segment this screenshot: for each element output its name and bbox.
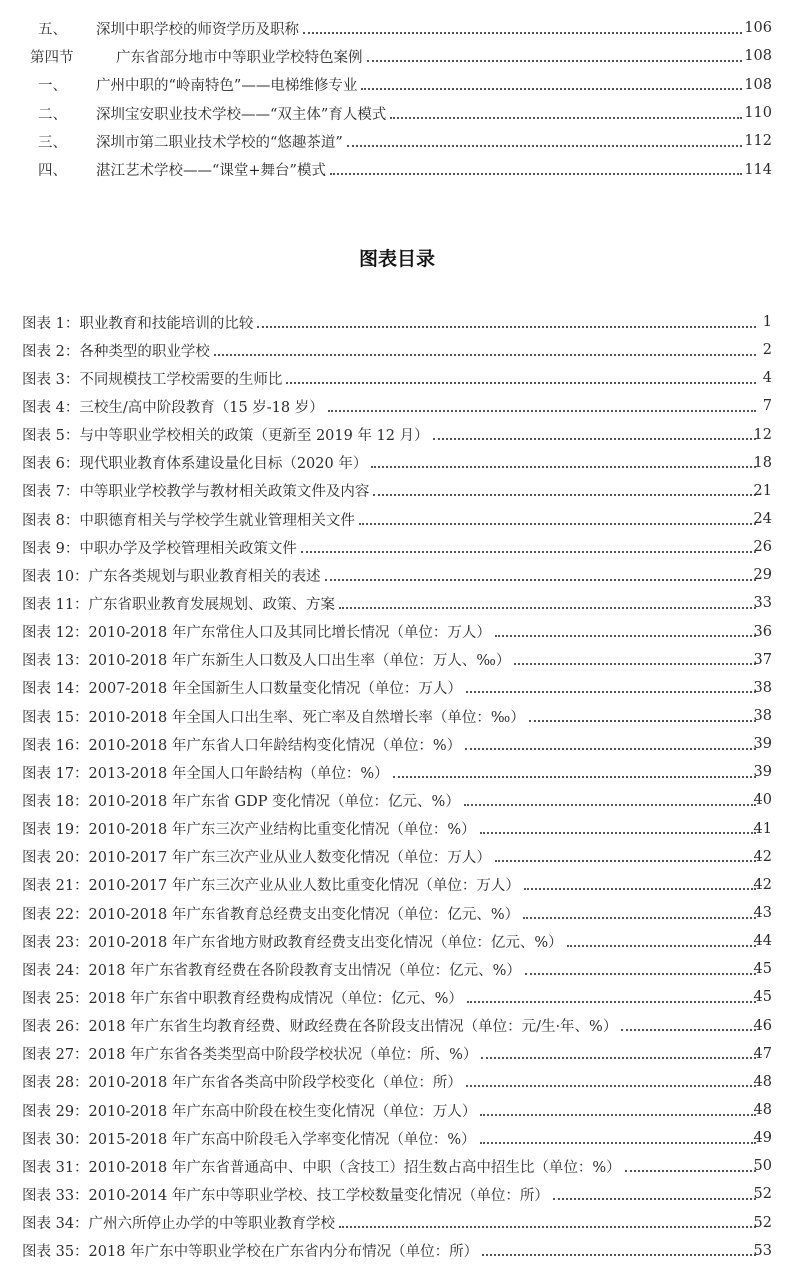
figure-entry-page: 26 <box>753 539 772 556</box>
figure-entry-page: 39 <box>753 736 772 753</box>
figure-list-entry[interactable] <box>0 589 794 617</box>
toc-entry-page: 106 <box>744 20 772 37</box>
figure-entry-title: 图表 34：广州六所停止办学的中等职业教育学校 <box>22 1212 337 1233</box>
dot-leader <box>359 522 756 525</box>
figure-list-entry[interactable] <box>0 1068 794 1096</box>
figure-entry-title: 图表 7：中等职业学校教学与教材相关政策文件及内容 <box>22 480 371 501</box>
figure-entry-title: 图表 27：2018 年广东省各类类型高中阶段学校状况（单位：所、%） <box>22 1043 479 1064</box>
figure-entry-title: 图表 4：三校生/高中阶段教育（15 岁-18 岁） <box>22 396 326 417</box>
toc-entry[interactable] <box>0 155 794 183</box>
figure-entry-title: 图表 24：2018 年广东省教育经费在各阶段教育支出情况（单位：亿元、%） <box>22 959 523 980</box>
figure-entry-title: 图表 21：2010-2017 年广东三次产业从业人数比重变化情况（单位：万人） <box>22 874 522 895</box>
figure-entry-title: 图表 6：现代职业教育体系建设量化目标（2020 年） <box>22 452 369 473</box>
dot-leader <box>325 578 756 581</box>
figure-entry-page: 52 <box>753 1186 772 1203</box>
figure-entry-page: 48 <box>753 1102 772 1118</box>
dot-leader <box>257 325 756 328</box>
dot-leader <box>525 972 756 975</box>
figure-entry-page: 7 <box>762 398 772 415</box>
dot-leader <box>567 944 756 947</box>
dot-leader <box>367 59 743 62</box>
figure-entry-page: 1 <box>762 314 772 331</box>
dot-leader <box>465 747 756 750</box>
figure-list-entry[interactable] <box>0 955 794 983</box>
toc-entry-page: 110 <box>744 105 772 122</box>
toc-continuation <box>0 14 794 184</box>
figure-entry-page: 44 <box>753 933 772 950</box>
toc-entry[interactable] <box>0 71 794 99</box>
figure-entry-title: 图表 17：2013-2018 年全国人口年龄结构（单位：%） <box>22 762 391 783</box>
figure-list-entry[interactable] <box>0 983 794 1011</box>
figure-list-entry[interactable] <box>0 702 794 730</box>
figure-entry-page: 38 <box>753 679 772 696</box>
dot-leader <box>529 719 756 722</box>
dot-leader <box>286 381 756 384</box>
figure-list-entry[interactable] <box>0 1012 794 1040</box>
figure-entry-page: 43 <box>753 905 772 922</box>
figure-entry-page: 12 <box>753 426 772 443</box>
figure-list-entry[interactable] <box>0 1180 794 1208</box>
dot-leader <box>373 493 756 496</box>
figure-entry-title: 图表 15：2010-2018 年全国人口出生率、死亡率及自然增长率（单位：‰） <box>22 706 527 727</box>
figure-entry-title: 图表 1：职业教育和技能培训的比较 <box>22 312 255 333</box>
figure-entry-title: 图表 29：2010-2018 年广东高中阶段在校生变化情况（单位：万人） <box>22 1100 478 1121</box>
dot-leader <box>480 831 756 834</box>
dot-leader <box>339 606 756 609</box>
dot-leader <box>371 465 756 468</box>
figure-entry-page: 48 <box>753 1073 772 1090</box>
figure-entry-title: 图表 33：2010-2014 年广东中等职业学校、技工学校数量变化情况（单位：所） <box>22 1184 551 1205</box>
figure-list-entry[interactable] <box>0 758 794 786</box>
figure-entry-page: 37 <box>753 651 772 668</box>
figure-list-entry[interactable] <box>0 1040 794 1068</box>
figure-entry-title: 图表 23：2010-2018 年广东省地方财政教育经费支出变化情况（单位：亿元、%） <box>22 931 565 952</box>
figure-list-entry[interactable] <box>0 815 794 843</box>
toc-entry[interactable] <box>0 14 794 42</box>
toc-section-entry[interactable] <box>0 42 794 70</box>
toc-entry-number: 三、 <box>38 134 67 151</box>
toc-entry-title: 深圳市第二职业技术学校的“悠趣茶道” <box>96 131 345 152</box>
toc-entry-title: 广东省部分地市中等职业学校特色案例 <box>116 46 365 67</box>
toc-entry-number: 一、 <box>38 78 67 95</box>
dot-leader <box>301 550 756 553</box>
figure-list-entry[interactable] <box>0 646 794 674</box>
figure-entry-page: 24 <box>753 511 772 528</box>
figure-list-entry[interactable] <box>0 308 794 336</box>
figure-list-entry[interactable] <box>0 421 794 449</box>
figure-list <box>0 308 794 1265</box>
figure-list-entry[interactable] <box>0 674 794 702</box>
figure-list-heading: 图表目录 <box>358 248 435 270</box>
figure-entry-title: 图表 13：2010-2018 年广东新生人口数及人口出生率（单位：万人、‰） <box>22 649 512 670</box>
figure-entry-page: 38 <box>753 708 772 725</box>
figure-entry-page: 50 <box>753 1158 772 1175</box>
figure-list-entry[interactable] <box>0 618 794 646</box>
figure-entry-title: 图表 20：2010-2017 年广东三次产业从业人数变化情况（单位：万人） <box>22 846 493 867</box>
dot-leader <box>514 662 756 665</box>
toc-entry-title: 湛江艺术学校——“课堂+舞台”模式 <box>96 159 328 180</box>
figure-entry-title: 图表 28：2010-2018 年广东省各类高中阶段学校变化（单位：所） <box>22 1071 464 1092</box>
figure-list-entry[interactable] <box>0 843 794 871</box>
figure-list-entry[interactable] <box>0 1209 794 1237</box>
figure-entry-page: 53 <box>753 1242 772 1259</box>
figure-entry-page: 46 <box>753 1017 772 1034</box>
toc-entry-number: 四、 <box>38 163 67 180</box>
dot-leader <box>481 1056 756 1059</box>
figure-entry-title: 图表 35：2018 年广东中等职业学校在广东省内分布情况（单位：所） <box>22 1240 480 1261</box>
figure-entry-page: 41 <box>753 820 772 837</box>
toc-entry-title: 深圳中职学校的师资学历及职称 <box>96 18 301 39</box>
figure-entry-title: 图表 8：中职德育相关与学校学生就业管理相关文件 <box>22 509 357 530</box>
toc-entry-title: 深圳宝安职业技术学校——“双主体”育人模式 <box>96 103 388 124</box>
dot-leader <box>347 144 742 147</box>
figure-entry-title: 图表 5：与中等职业学校相关的政策（更新至 2019 年 12 月） <box>22 424 431 445</box>
dot-leader <box>523 916 756 919</box>
figure-list-entry[interactable] <box>0 477 794 505</box>
dot-leader <box>393 775 756 778</box>
figure-list-entry[interactable] <box>0 786 794 814</box>
toc-entry[interactable] <box>0 127 794 155</box>
dot-leader <box>214 353 756 356</box>
toc-entry-page: 108 <box>744 48 772 65</box>
figure-entry-page: 47 <box>753 1045 772 1062</box>
dot-leader <box>466 1084 756 1087</box>
figure-list-entry[interactable] <box>0 392 794 420</box>
figure-entry-page: 4 <box>762 370 772 387</box>
figure-entry-title: 图表 18：2010-2018 年广东省 GDP 变化情况（单位：亿元、%） <box>22 790 462 811</box>
figure-entry-title: 图表 31：2010-2018 年广东省普通高中、中职（含技工）招生数占高中招生比（单位：%） <box>22 1156 623 1177</box>
figure-entry-page: 18 <box>753 454 772 471</box>
toc-entry[interactable] <box>0 99 794 127</box>
figure-list-entry[interactable] <box>0 927 794 955</box>
figure-entry-page: 29 <box>753 567 772 584</box>
dot-leader <box>621 1028 756 1031</box>
figure-entry-title: 图表 22：2010-2018 年广东省教育总经费支出变化情况（单位：亿元、%） <box>22 903 521 924</box>
figure-entry-page: 52 <box>753 1214 772 1231</box>
figure-entry-page: 36 <box>753 623 772 640</box>
figure-list-entry[interactable] <box>0 561 794 589</box>
dot-leader <box>495 634 756 637</box>
figure-list-entry[interactable] <box>0 449 794 477</box>
dot-leader <box>625 1169 756 1172</box>
figure-entry-page: 42 <box>753 848 772 865</box>
dot-leader <box>339 1225 756 1228</box>
figure-entry-title: 图表 26：2018 年广东省生均教育经费、财政经费在各阶段支出情况（单位：元/生·年、%） <box>22 1015 619 1036</box>
toc-entry-number: 五、 <box>38 21 67 38</box>
figure-entry-title: 图表 3：不同规模技工学校需要的生师比 <box>22 368 284 389</box>
figure-list-entry[interactable] <box>0 871 794 899</box>
figure-entry-title: 图表 9：中职办学及学校管理相关政策文件 <box>22 537 299 558</box>
figure-entry-title: 图表 19：2010-2018 年广东三次产业结构比重变化情况（单位：%） <box>22 818 478 839</box>
figure-entry-page: 33 <box>753 595 772 612</box>
toc-entry-page: 112 <box>744 133 772 150</box>
figure-entry-title: 图表 2：各种类型的职业学校 <box>22 340 212 361</box>
dot-leader <box>303 31 742 34</box>
toc-entry-number: 第四节 <box>30 49 74 66</box>
figure-list-entry[interactable] <box>0 1096 794 1124</box>
figure-entry-page: 45 <box>753 989 772 1006</box>
dot-leader <box>553 1197 756 1200</box>
figure-entry-title: 图表 30：2015-2018 年广东高中阶段毛入学率变化情况（单位：%） <box>22 1128 478 1149</box>
dot-leader <box>480 1113 756 1116</box>
dot-leader <box>433 437 756 440</box>
figure-entry-title: 图表 14：2007-2018 年全国新生人口数量变化情况（单位：万人） <box>22 677 464 698</box>
figure-list-entry[interactable] <box>0 505 794 533</box>
toc-entry-title: 广州中职的“岭南特色”——电梯维修专业 <box>96 74 359 95</box>
figure-entry-title: 图表 25：2018 年广东省中职教育经费构成情况（单位：亿元、%） <box>22 987 465 1008</box>
toc-entry-number: 二、 <box>38 106 67 123</box>
figure-list-entry[interactable] <box>0 730 794 758</box>
figure-list-entry[interactable] <box>0 364 794 392</box>
figure-entry-title: 图表 12：2010-2018 年广东常住人口及其同比增长情况（单位：万人） <box>22 621 493 642</box>
figure-list-entry[interactable] <box>0 899 794 927</box>
dot-leader <box>524 887 756 890</box>
figure-entry-page: 39 <box>753 764 772 781</box>
dot-leader <box>482 1253 756 1256</box>
dot-leader <box>361 87 742 90</box>
dot-leader <box>467 1000 756 1003</box>
figure-entry-page: 40 <box>753 792 772 809</box>
figure-entry-title: 图表 16：2010-2018 年广东省人口年龄结构变化情况（单位：%） <box>22 734 463 755</box>
dot-leader <box>330 172 742 175</box>
dot-leader <box>390 116 742 119</box>
figure-list-entry[interactable] <box>0 1124 794 1152</box>
toc-entry-page: 114 <box>744 161 772 178</box>
figure-entry-page: 2 <box>762 342 772 359</box>
figure-entry-title: 图表 10：广东各类规划与职业教育相关的表述 <box>22 565 323 586</box>
figure-list-entry[interactable] <box>0 1237 794 1265</box>
dot-leader <box>480 1141 756 1144</box>
figure-list-entry[interactable] <box>0 1152 794 1180</box>
figure-list-entry[interactable] <box>0 533 794 561</box>
dot-leader <box>328 409 756 412</box>
dot-leader <box>495 859 756 862</box>
figure-entry-page: 45 <box>753 961 772 978</box>
figure-entry-page: 21 <box>753 482 772 499</box>
figure-entry-title: 图表 11：广东省职业教育发展规划、政策、方案 <box>22 593 337 614</box>
figure-entry-page: 42 <box>753 876 772 893</box>
dot-leader <box>466 690 756 693</box>
toc-entry-page: 108 <box>744 76 772 93</box>
figure-entry-page: 49 <box>753 1130 772 1147</box>
figure-list-entry[interactable] <box>0 336 794 364</box>
dot-leader <box>464 803 756 806</box>
